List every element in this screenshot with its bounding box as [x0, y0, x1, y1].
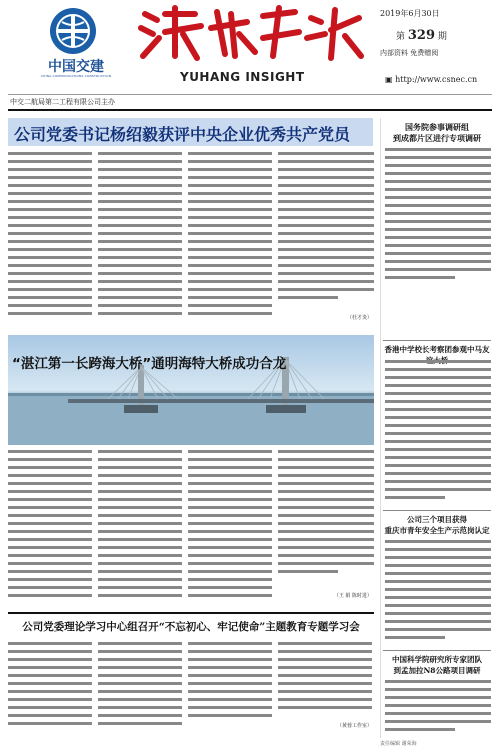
bridge-column-3 — [188, 450, 272, 605]
right-body-1 — [385, 148, 491, 292]
right-headline-4: 中国科学院研究所专家团队 到孟加拉N8公路项目调研 — [392, 655, 482, 675]
issue-number-value: 329 — [407, 28, 436, 43]
globe-logo-icon — [50, 8, 96, 54]
editor-footer: 责任编辑 谢荣海 — [380, 741, 417, 747]
company-name-en: CHINA COMMUNICATIONS CONSTRUCTION — [40, 74, 112, 78]
right-body-2 — [385, 360, 491, 509]
right-divider-3 — [383, 650, 491, 651]
bottom-headline: 公司党委理论学习中心组召开“不忘初心、牢记使命”主题教育专题学习会 — [22, 621, 360, 633]
company-logo — [36, 8, 116, 88]
newspaper-title-calligraphy — [135, 4, 365, 62]
bridge-column-2 — [98, 450, 182, 605]
host-text: 中交二航局第二工程有限公司主办 — [10, 98, 115, 106]
company-name: 中国交建 — [48, 59, 104, 75]
bottom-headline-bar — [8, 612, 374, 642]
website-link[interactable] — [385, 75, 477, 84]
home-icon: ▣ — [385, 75, 396, 84]
right-headline-1: 国务院参事调研组 到成都片区进行专项调研 — [393, 122, 481, 143]
issue-suffix: 期 — [437, 32, 447, 42]
lead-column-1 — [8, 152, 92, 324]
lead-column-4 — [278, 152, 374, 324]
right-news-column — [380, 118, 493, 738]
bridge-author: （王 娟 陈时进） — [333, 593, 372, 599]
right-body-3 — [385, 540, 491, 649]
right-body-4 — [385, 680, 491, 740]
right-divider-2 — [383, 510, 491, 511]
internal-notice: 内部资料 免费赠阅 — [380, 49, 439, 57]
right-divider-1 — [383, 340, 491, 341]
issue-date: 2019年6月30日 — [380, 9, 440, 18]
issue-prefix: 第 — [396, 32, 406, 42]
lead-column-2 — [98, 152, 182, 324]
lead-column-3 — [188, 152, 272, 324]
newspaper-title-en: YUHANG INSIGHT — [180, 70, 305, 84]
bridge-column-1 — [8, 450, 92, 605]
lead-author: （杜才炎） — [346, 315, 372, 321]
right-headline-3: 公司三个项目获得 重庆市青年安全生产示范岗认定 — [384, 515, 490, 535]
website-url: http://www.csnec.cn — [395, 75, 478, 84]
host-line — [8, 94, 492, 111]
right-headline-2: 香港中学校长考察团参观中马友 — [384, 345, 490, 354]
bridge-headline: “湛江第一长跨海大桥”通明海特大桥成功合龙 — [12, 356, 287, 372]
issue-number — [396, 28, 447, 43]
bottom-author: （黄蓉工作室） — [336, 723, 372, 729]
lead-headline-bar — [8, 118, 373, 146]
lead-headline: 公司党委书记杨绍毅获评中央企业优秀共产党员 — [14, 125, 351, 144]
bridge-column-4 — [278, 450, 374, 605]
bottom-article-body — [8, 642, 374, 737]
